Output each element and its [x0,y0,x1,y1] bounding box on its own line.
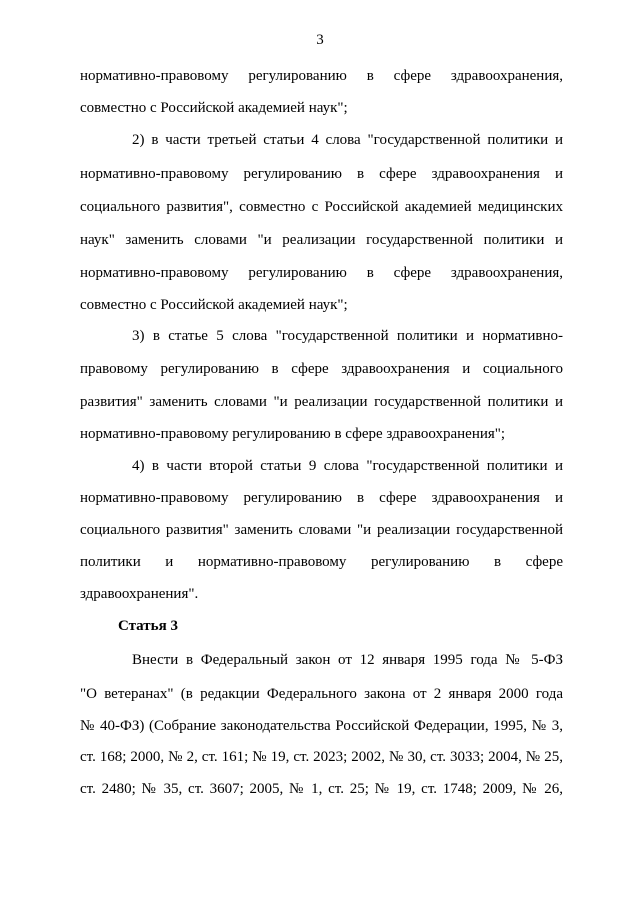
text-line: ст. 168; 2000, № 2, ст. 161; № 19, ст. 2023; 2002, № 30, ст. 3033; 2004, № 25, [80,749,563,765]
text-line: нормативно-правовому регулированию в сфере здравоохранения и [80,490,563,506]
text-line: "О ветеранах" (в редакции Федерального закона от 2 января 2000 года [80,686,563,702]
text-line: здравоохранения". [80,586,199,602]
text-line: социального развития", совместно с Российской академией медицинских [80,199,563,215]
text-line: совместно с Российской академией наук"; [80,297,348,313]
text-line: социального развития" заменить словами "и реализации государственной [80,522,563,538]
section-heading: Статья 3 [118,618,178,634]
text-line: 3) в статье 5 слова "государственной политики и нормативно- [132,328,563,344]
text-line: Внести в Федеральный закон от 12 января 1995 года № 5-ФЗ [132,652,563,668]
text-line: нормативно-правовому регулированию в сфере здравоохранения, [80,265,563,281]
text-line: ст. 2480; № 35, ст. 3607; 2005, № 1, ст. 25; № 19, ст. 1748; 2009, № 26, [80,781,563,797]
text-line: наук" заменить словами "и реализации государственной политики и [80,232,563,248]
text-line: нормативно-правовому регулированию в сфере здравоохранения"; [80,426,506,442]
text-line: правовому регулированию в сфере здравоохранения и социального [80,361,563,377]
text-line: 4) в части второй статьи 9 слова "государственной политики и [132,458,563,474]
page-number: 3 [316,32,324,48]
text-line: нормативно-правовому регулированию в сфере здравоохранения, [80,68,563,84]
text-line: 2) в части третьей статьи 4 слова "государственной политики и [132,132,563,148]
text-line: политики и нормативно-правовому регулированию в сфере [80,554,563,570]
text-line: развития" заменить словами "и реализации государственной политики и [80,394,563,410]
text-line: № 40-ФЗ) (Собрание законодательства Российской Федерации, 1995, № 3, [80,718,563,734]
text-line: нормативно-правовому регулированию в сфере здравоохранения и [80,166,563,182]
text-line: совместно с Российской академией наук"; [80,100,348,116]
